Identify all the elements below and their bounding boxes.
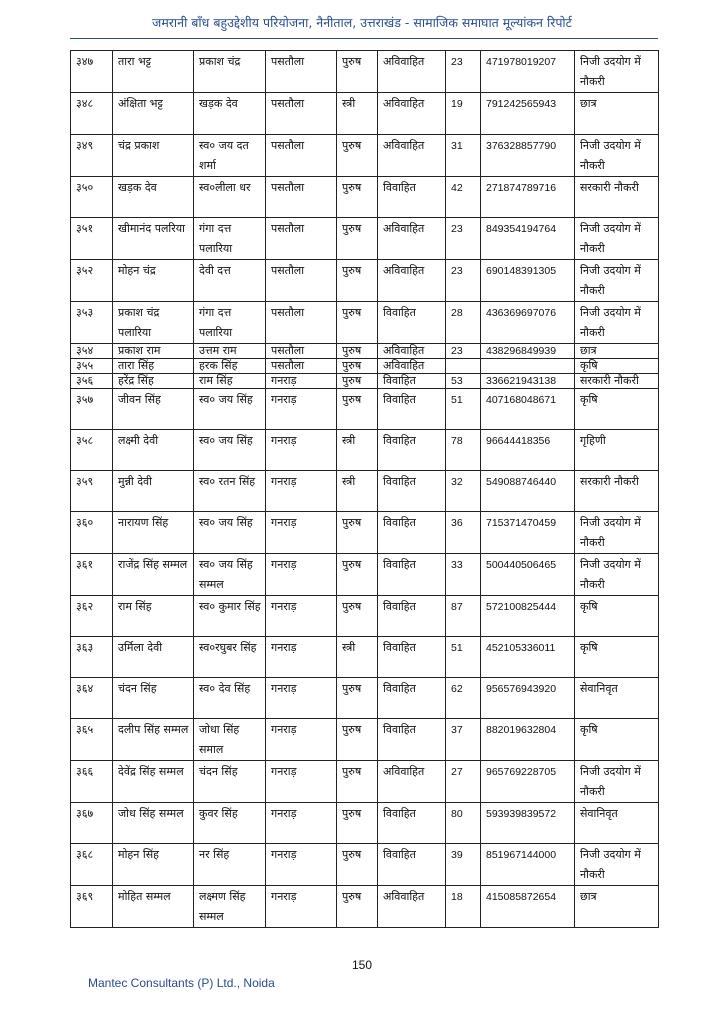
cell-marital-status: विवाहित [378,389,446,430]
cell-marital-status: विवाहित [378,430,446,471]
cell-village: गनराड़ [266,374,337,389]
cell-occupation: निजी उदयोग में नौकरी [575,554,659,596]
cell-village: पसतौला [266,177,337,218]
cell-father-name: स्व० देव सिंह [194,678,266,719]
cell-marital-status: अविवाहित [378,260,446,302]
cell-age: 18 [446,886,481,928]
cell-occupation: कृषि [575,719,659,761]
cell-aadhaar: 849354194764 [481,218,575,260]
cell-village: गनराड़ [266,678,337,719]
cell-father-name: स्व० जय सिंह [194,430,266,471]
cell-gender: स्त्री [337,637,378,678]
cell-gender: स्त्री [337,430,378,471]
cell-gender: पुरुष [337,803,378,844]
cell-name: खीमानंद पलरिया [113,218,194,260]
cell-aadhaar: 271874789716 [481,177,575,218]
survey-table [70,50,659,928]
cell-village: गनराड़ [266,886,337,928]
cell-village: गनराड़ [266,389,337,430]
cell-marital-status: विवाहित [378,678,446,719]
cell-age: 23 [446,260,481,302]
table-row [71,344,659,359]
cell-occupation: कृषि [575,389,659,430]
cell-gender: स्त्री [337,471,378,512]
cell-name: खड़क देव [113,177,194,218]
cell-name: अंक्षिता भट्ट [113,93,194,135]
cell-occupation: छात्र [575,886,659,928]
table-row [71,761,659,803]
table-row [71,596,659,637]
cell-aadhaar: 690148391305 [481,260,575,302]
page-number: 150 [351,958,373,972]
cell-father-name: देवी दत्त [194,260,266,302]
cell-marital-status: विवाहित [378,803,446,844]
table-row [71,359,659,374]
cell-occupation: निजी उदयोग में नौकरी [575,51,659,93]
cell-father-name: स्व० जय सिंह सम्मल [194,554,266,596]
cell-marital-status: विवाहित [378,637,446,678]
cell-serial: ३५७ [71,389,113,430]
cell-father-name: कुवर सिंह [194,803,266,844]
header-divider [70,38,658,39]
cell-name: राम सिंह [113,596,194,637]
cell-age: 39 [446,844,481,886]
cell-marital-status: अविवाहित [378,51,446,93]
cell-name: तारा भट्ट [113,51,194,93]
table-row [71,471,659,512]
cell-occupation: सरकारी नौकरी [575,374,659,389]
cell-aadhaar: 791242565943 [481,93,575,135]
cell-occupation: छात्र [575,93,659,135]
cell-occupation: सेवानिवृत [575,803,659,844]
cell-village: गनराड़ [266,430,337,471]
cell-father-name: स्व०लीला धर [194,177,266,218]
table-row [71,218,659,260]
cell-village: गनराड़ [266,512,337,554]
cell-serial: ३६४ [71,678,113,719]
cell-age: 78 [446,430,481,471]
cell-name: जोध सिंह सम्मल [113,803,194,844]
cell-age: 23 [446,218,481,260]
cell-serial: ३६७ [71,803,113,844]
cell-gender: पुरुष [337,344,378,359]
cell-name: देवेंद्र सिंह सम्मल [113,761,194,803]
cell-aadhaar: 882019632804 [481,719,575,761]
cell-village: पसतौला [266,344,337,359]
cell-gender: पुरुष [337,135,378,177]
cell-occupation: सेवानिवृत [575,678,659,719]
table-row [71,512,659,554]
cell-village: पसतौला [266,218,337,260]
cell-marital-status: विवाहित [378,554,446,596]
cell-father-name: उत्तम राम [194,344,266,359]
cell-aadhaar: 851967144000 [481,844,575,886]
cell-gender: पुरुष [337,302,378,344]
table-row [71,177,659,218]
cell-marital-status: विवाहित [378,471,446,512]
table-row [71,374,659,389]
cell-gender: पुरुष [337,678,378,719]
cell-marital-status: अविवाहित [378,359,446,374]
cell-marital-status: अविवाहित [378,761,446,803]
cell-serial: ३५२ [71,260,113,302]
cell-gender: पुरुष [337,260,378,302]
cell-village: गनराड़ [266,554,337,596]
cell-village: गनराड़ [266,719,337,761]
cell-serial: ३५६ [71,374,113,389]
cell-occupation: निजी उदयोग में नौकरी [575,135,659,177]
table-row [71,51,659,93]
cell-marital-status: विवाहित [378,302,446,344]
cell-age: 33 [446,554,481,596]
cell-age: 53 [446,374,481,389]
cell-serial: ३६३ [71,637,113,678]
cell-occupation: सरकारी नौकरी [575,177,659,218]
cell-aadhaar: 336621943138 [481,374,575,389]
cell-serial: ३४९ [71,135,113,177]
table-row [71,886,659,928]
cell-gender: पुरुष [337,596,378,637]
cell-serial: ३५५ [71,359,113,374]
cell-marital-status: अविवाहित [378,218,446,260]
cell-aadhaar: 956576943920 [481,678,575,719]
cell-age: 23 [446,344,481,359]
cell-aadhaar: 715371470459 [481,512,575,554]
cell-name: राजेंद्र सिंह सम्मल [113,554,194,596]
cell-father-name: चंदन सिंह [194,761,266,803]
cell-gender: पुरुष [337,374,378,389]
cell-serial: ३६० [71,512,113,554]
cell-serial: ३६१ [71,554,113,596]
cell-name: तारा सिंह [113,359,194,374]
cell-aadhaar: 572100825444 [481,596,575,637]
cell-father-name: स्व० जय दत शर्मा [194,135,266,177]
cell-marital-status: विवाहित [378,596,446,637]
cell-aadhaar: 593939839572 [481,803,575,844]
cell-village: पसतौला [266,260,337,302]
table-row [71,389,659,430]
cell-occupation: निजी उदयोग में नौकरी [575,302,659,344]
cell-aadhaar: 500440506465 [481,554,575,596]
cell-marital-status: अविवाहित [378,886,446,928]
cell-occupation: गृहिणी [575,430,659,471]
cell-aadhaar: 407168048671 [481,389,575,430]
table-row [71,302,659,344]
cell-gender: पुरुष [337,844,378,886]
cell-father-name: स्व० जय सिंह [194,389,266,430]
cell-aadhaar: 96644418356 [481,430,575,471]
cell-father-name: लक्ष्मण सिंह सम्मल [194,886,266,928]
cell-name: मोहन चंद्र [113,260,194,302]
table-row [71,260,659,302]
cell-gender: पुरुष [337,51,378,93]
cell-marital-status: विवाहित [378,374,446,389]
cell-father-name: स्व० रतन सिंह [194,471,266,512]
cell-marital-status: विवाहित [378,177,446,218]
cell-name: नारायण सिंह [113,512,194,554]
cell-serial: ३६९ [71,886,113,928]
cell-village: गनराड़ [266,761,337,803]
cell-age: 51 [446,389,481,430]
cell-village: गनराड़ [266,803,337,844]
cell-age: 23 [446,51,481,93]
cell-age: 80 [446,803,481,844]
cell-age: 27 [446,761,481,803]
cell-father-name: हरक सिंह [194,359,266,374]
cell-age: 37 [446,719,481,761]
cell-occupation: निजी उदयोग में नौकरी [575,761,659,803]
table-row [71,93,659,135]
cell-occupation: निजी उदयोग में नौकरी [575,844,659,886]
cell-occupation: कृषि [575,359,659,374]
cell-gender: पुरुष [337,512,378,554]
cell-village: पसतौला [266,302,337,344]
cell-marital-status: विवाहित [378,719,446,761]
cell-gender: पुरुष [337,719,378,761]
cell-father-name: खड़क देव [194,93,266,135]
cell-gender: पुरुष [337,886,378,928]
cell-gender: पुरुष [337,359,378,374]
cell-marital-status: विवाहित [378,512,446,554]
cell-name: लक्ष्मी देवी [113,430,194,471]
cell-name: मोहन सिंह [113,844,194,886]
cell-serial: ३६२ [71,596,113,637]
cell-aadhaar: 438296849939 [481,344,575,359]
cell-aadhaar: 471978019207 [481,51,575,93]
cell-age [446,359,481,374]
cell-aadhaar: 376328857790 [481,135,575,177]
report-header: जमरानी बाँध बहुउद्देशीय परियोजना, नैनीताल, उत्तराखंड - सामाजिक समाघात मूल्यांकन रिपोर्ट [152,15,572,30]
cell-serial: ३५१ [71,218,113,260]
cell-village: पसतौला [266,135,337,177]
cell-name: प्रकाश चंद्र पलारिया [113,302,194,344]
table-row [71,430,659,471]
cell-name: उर्मिला देवी [113,637,194,678]
cell-father-name: जोधा सिंह समाल [194,719,266,761]
cell-marital-status: अविवाहित [378,344,446,359]
table-row [71,637,659,678]
cell-gender: पुरुष [337,554,378,596]
cell-marital-status: अविवाहित [378,93,446,135]
cell-name: हरेंद्र सिंह [113,374,194,389]
cell-marital-status: विवाहित [378,844,446,886]
table-row [71,803,659,844]
cell-serial: ३५३ [71,302,113,344]
table-row [71,135,659,177]
cell-age: 19 [446,93,481,135]
cell-village: गनराड़ [266,596,337,637]
cell-age: 51 [446,637,481,678]
cell-age: 87 [446,596,481,637]
cell-aadhaar: 549088746440 [481,471,575,512]
cell-village: गनराड़ [266,844,337,886]
cell-aadhaar: 436369697076 [481,302,575,344]
cell-father-name: राम सिंह [194,374,266,389]
cell-father-name: स्व० कुमार सिंह [194,596,266,637]
cell-serial: ३५९ [71,471,113,512]
cell-gender: पुरुष [337,218,378,260]
cell-village: पसतौला [266,51,337,93]
cell-gender: पुरुष [337,177,378,218]
cell-serial: ३६५ [71,719,113,761]
cell-occupation: कृषि [575,637,659,678]
cell-occupation: निजी उदयोग में नौकरी [575,218,659,260]
cell-serial: ३५८ [71,430,113,471]
cell-gender: पुरुष [337,761,378,803]
cell-age: 62 [446,678,481,719]
cell-age: 31 [446,135,481,177]
cell-village: गनराड़ [266,637,337,678]
table-row [71,719,659,761]
cell-aadhaar: 452105336011 [481,637,575,678]
cell-name: मोहित सम्मल [113,886,194,928]
cell-village: पसतौला [266,359,337,374]
cell-aadhaar [481,359,575,374]
footer-company: Mantec Consultants (P) Ltd., Noida [88,976,275,990]
cell-father-name: गंगा दत्त पलारिया [194,302,266,344]
cell-serial: ३४८ [71,93,113,135]
cell-name: प्रकाश राम [113,344,194,359]
cell-name: दलीप सिंह सम्मल [113,719,194,761]
cell-age: 32 [446,471,481,512]
cell-village: पसतौला [266,93,337,135]
cell-name: चंदन सिंह [113,678,194,719]
cell-age: 28 [446,302,481,344]
table-row [71,678,659,719]
cell-serial: ३६८ [71,844,113,886]
cell-serial: ३५४ [71,344,113,359]
cell-age: 36 [446,512,481,554]
cell-serial: ३६६ [71,761,113,803]
cell-father-name: स्व०रघुबर सिंह [194,637,266,678]
cell-village: गनराड़ [266,471,337,512]
cell-occupation: छात्र [575,344,659,359]
cell-name: मुन्नी देवी [113,471,194,512]
cell-name: चंद्र प्रकाश [113,135,194,177]
cell-father-name: प्रकाश चंद्र [194,51,266,93]
cell-serial: ३५० [71,177,113,218]
cell-gender: स्त्री [337,93,378,135]
cell-serial: ३४७ [71,51,113,93]
cell-gender: पुरुष [337,389,378,430]
cell-father-name: गंगा दत्त पलारिया [194,218,266,260]
cell-aadhaar: 415085872654 [481,886,575,928]
cell-occupation: निजी उदयोग में नौकरी [575,512,659,554]
cell-occupation: निजी उदयोग में नौकरी [575,260,659,302]
cell-aadhaar: 965769228705 [481,761,575,803]
cell-father-name: नर सिंह [194,844,266,886]
cell-occupation: सरकारी नौकरी [575,471,659,512]
cell-father-name: स्व० जय सिंह [194,512,266,554]
table-row [71,844,659,886]
cell-occupation: कृषि [575,596,659,637]
cell-age: 42 [446,177,481,218]
table-row [71,554,659,596]
cell-marital-status: अविवाहित [378,135,446,177]
cell-name: जीवन सिंह [113,389,194,430]
